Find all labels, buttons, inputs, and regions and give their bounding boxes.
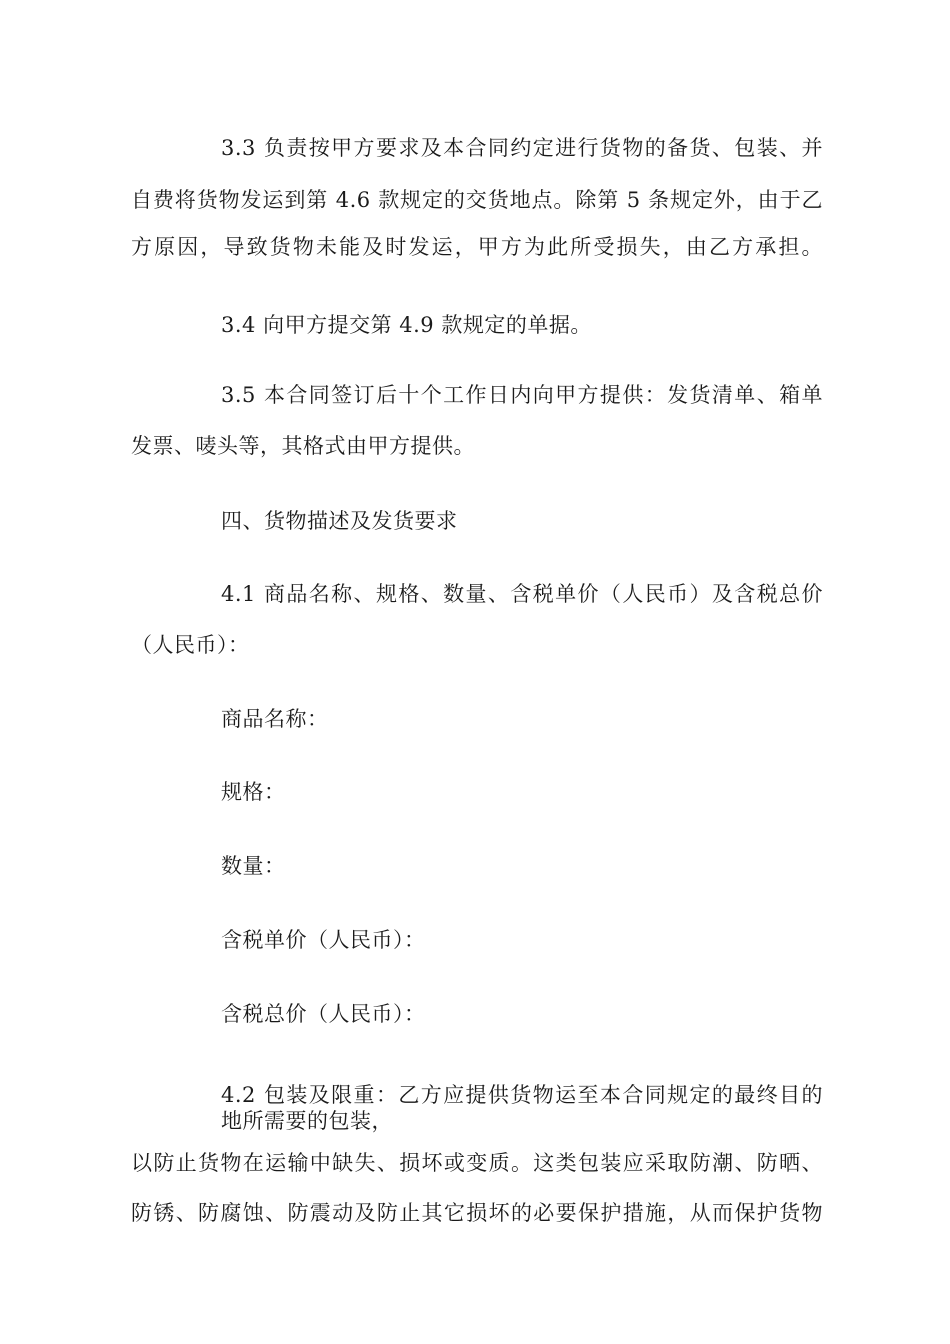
field-unit-price: 含税单价（人民币）： <box>221 928 426 952</box>
clause-4-2-line-3: 以防止货物在运输中缺失、损坏或变质。这类包装应采取防潮、防晒、 <box>131 1151 823 1175</box>
clause-4-2-line-4: 防锈、防腐蚀、防震动及防止其它损坏的必要保护措施，从而保护货物 <box>131 1201 823 1225</box>
field-quantity: 数量： <box>221 854 286 878</box>
clause-4-1-line-2: （人民币）： <box>131 633 250 657</box>
clause-3-3-line-2: 自费将货物发运到第 4.6 款规定的交货地点。除第 5 条规定外，由于乙 <box>131 188 823 212</box>
clause-4-1-line-1: 4.1 商品名称、规格、数量、含税单价（人民币）及含税总价 <box>221 582 823 606</box>
clause-3-5-line-2: 发票、唛头等，其格式由甲方提供。 <box>131 434 475 458</box>
clause-4-2-line-2: 地所需要的包装， <box>221 1109 393 1133</box>
field-product-name: 商品名称： <box>221 707 329 731</box>
clause-3-3-line-1: 3.3 负责按甲方要求及本合同约定进行货物的备货、包装、并 <box>221 136 823 160</box>
field-specification: 规格： <box>221 780 286 804</box>
clause-3-3-line-3: 方原因，导致货物未能及时发运，甲方为此所受损失，由乙方承担。 <box>131 235 823 259</box>
field-total-price: 含税总价（人民币）： <box>221 1002 426 1026</box>
clause-3-4: 3.4 向甲方提交第 4.9 款规定的单据。 <box>221 313 592 337</box>
clause-3-5-line-1: 3.5 本合同签订后十个工作日内向甲方提供：发货清单、箱单 <box>221 383 823 407</box>
section-4-heading: 四、货物描述及发货要求 <box>221 509 458 533</box>
clause-4-2-line-1: 4.2 包装及限重：乙方应提供货物运至本合同规定的最终目的 <box>221 1083 823 1107</box>
